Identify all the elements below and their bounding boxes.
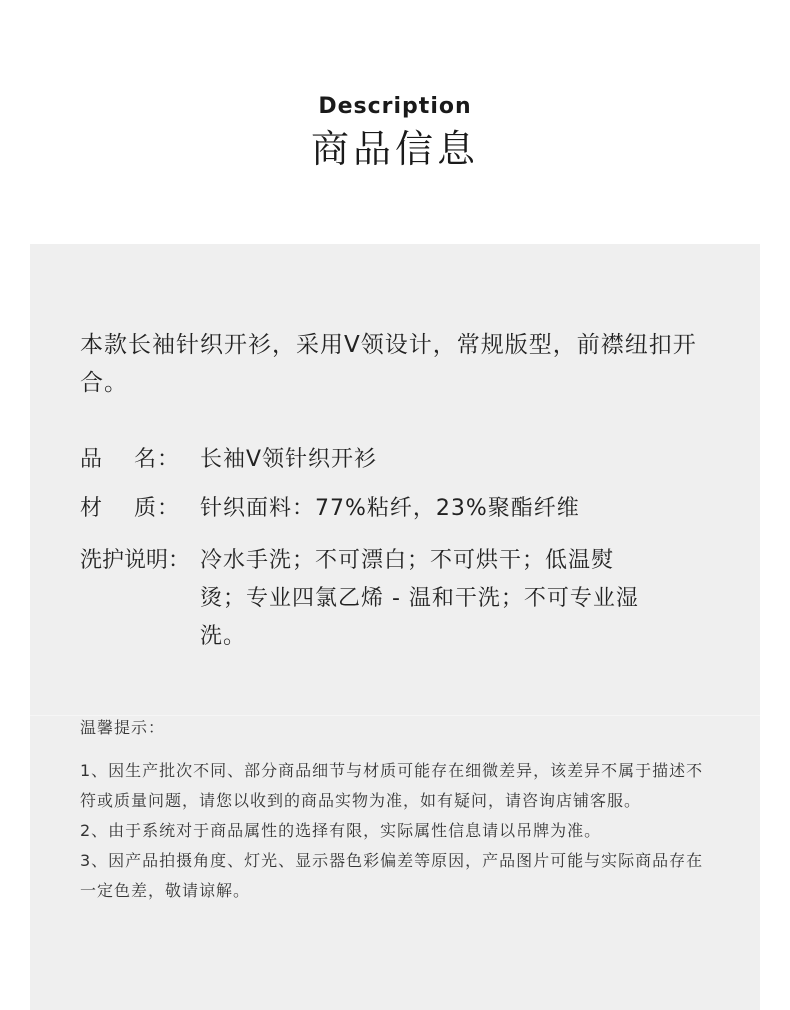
tip-item: 3、因产品拍摄角度、灯光、显示器色彩偏差等原因，产品图片可能与实际商品存在一定色差，敬请谅解。 xyxy=(80,851,704,900)
tip-item: 2、由于系统对于商品属性的选择有限，实际属性信息请以吊牌为准。 xyxy=(80,821,602,840)
tips-title: 温馨提示： xyxy=(80,718,166,737)
spec-value-care: 冷水手洗；不可漂白；不可烘干；低温熨烫；专业四氯乙烯 - 温和干洗；不可专业湿洗。 xyxy=(200,548,639,649)
spec-label-care: 洗护说明： xyxy=(80,548,191,573)
spec-row-name xyxy=(80,441,640,479)
spec-label-material: 材 质： xyxy=(80,496,180,521)
spec-label-name: 品 名： xyxy=(80,447,180,472)
spec-value-material: 针织面料：77%粘纤，23%聚酯纤维 xyxy=(200,496,580,521)
description-panel xyxy=(30,244,760,1010)
page-header xyxy=(0,92,790,172)
title-chinese: 商品信息 xyxy=(310,127,479,171)
spec-row-material xyxy=(80,490,640,528)
spec-row-care xyxy=(80,542,640,656)
spec-value-name: 长袖V领针织开衫 xyxy=(200,447,378,472)
tips-list xyxy=(80,756,710,906)
product-intro: 本款长袖针织开衫，采用V领设计，常规版型，前襟纽扣开合。 xyxy=(80,332,697,396)
tip-item: 1、因生产批次不同、部分商品细节与材质可能存在细微差异，该差异不属于描述不符或质量问题，请您以收到的商品实物为准，如有疑问，请咨询店铺客服。 xyxy=(80,761,704,810)
title-english: Description xyxy=(318,94,472,119)
